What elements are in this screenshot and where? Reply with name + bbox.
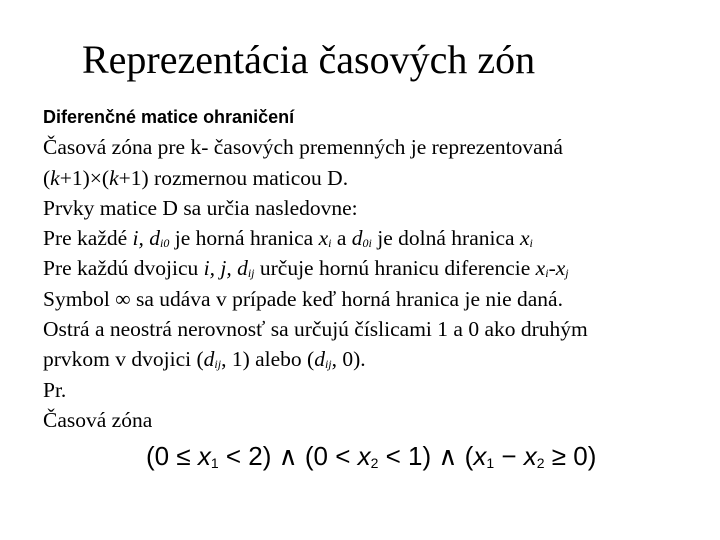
section-heading: Diferenčné matice ohraničení [43, 107, 295, 127]
text-line-1: Časová zóna pre k- časových premenných je reprezentovaná [43, 135, 563, 160]
text-line-2: (k+1)×(k+1) rozmernou maticou D. [43, 165, 349, 190]
slide-body [43, 102, 703, 435]
text-line-10: Časová zóna [43, 407, 153, 432]
text-line-9: Pr. [43, 377, 67, 402]
text-line-6: Symbol ∞ sa udáva v prípade keď horná hranica je nie daná. [43, 286, 563, 311]
text-line-4: Pre každé i, di0 je horná hranica xi a d0i je dolná hranica xi [43, 226, 533, 251]
text-line-5: Pre každú dvojicu i, j, dij určuje hornú hranicu diferencie xi-xj [43, 256, 569, 281]
text-line-7: Ostrá a neostrá nerovnosť sa určujú číslicami 1 a 0 ako druhým [43, 317, 588, 342]
slide-title: Reprezentácia časových zón [82, 37, 536, 82]
time-zone-formula: (0 ≤ x1 < 2) ∧ (0 < x2 < 1) ∧ (x1 − x2 ≥ 0) [146, 441, 597, 471]
text-line-8: prvkom v dvojici (dij, 1) alebo (dij, 0). [43, 347, 366, 372]
text-line-3: Prvky matice D sa určia nasledovne: [43, 195, 358, 220]
